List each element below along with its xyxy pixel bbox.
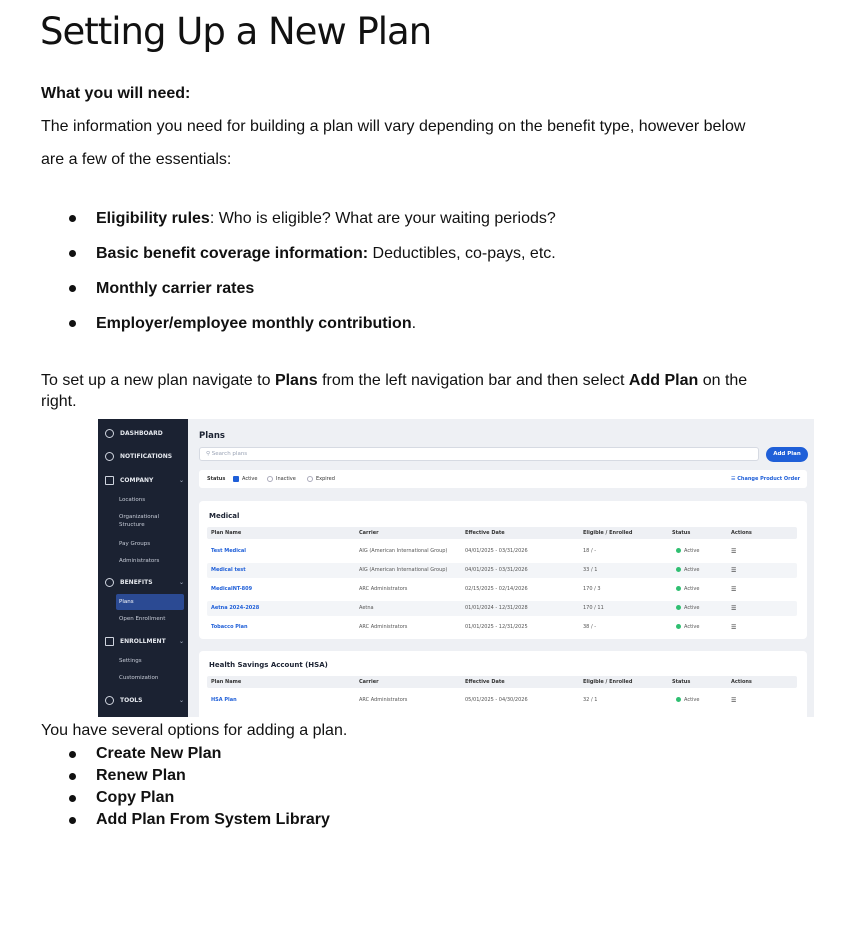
carrier-cell: AIG (American International Group) (359, 567, 448, 573)
filter-active-checkbox[interactable]: Active (233, 476, 257, 482)
column-header: Status (672, 530, 691, 536)
section-heading: What you will need: (41, 85, 191, 102)
eligible-cell: 32 / 1 (583, 697, 598, 703)
table-row[interactable] (207, 563, 797, 578)
chevron-down-icon: ⌄ (179, 476, 185, 484)
sidebar-item-benefits[interactable]: BENEFITS ⌄ (105, 575, 185, 589)
filter-expired-checkbox[interactable]: Expired (307, 476, 335, 482)
plans-heading: Plans (199, 431, 225, 441)
column-header: Effective Date (465, 530, 505, 536)
card-title: Health Savings Account (HSA) (209, 661, 328, 669)
column-header: Status (672, 679, 691, 685)
bullet-icon (69, 817, 76, 824)
sidebar-item-dashboard[interactable]: DASHBOARD (105, 426, 163, 440)
status-badge: Active (676, 563, 699, 578)
plan-name-link[interactable]: Medical test (211, 567, 246, 573)
sidebar-item-customization[interactable]: Customization (119, 675, 159, 681)
table-row[interactable] (207, 544, 797, 559)
bullet-icon (69, 773, 76, 780)
checkbox-icon (267, 476, 273, 482)
status-filter-label: Status (207, 476, 226, 482)
card-title: Medical (209, 512, 240, 520)
carrier-cell: AIG (American International Group) (359, 548, 448, 554)
table-row[interactable] (207, 601, 797, 616)
status-badge: Active (676, 620, 699, 635)
chevron-down-icon: ⌄ (179, 696, 185, 704)
plan-name-link[interactable]: Test Medical (211, 548, 246, 554)
column-header: Eligible / Enrolled (583, 530, 633, 536)
dashboard-icon (105, 429, 114, 438)
carrier-cell: ARC Administrators (359, 697, 408, 703)
plans-main (188, 419, 814, 717)
bullet-icon (69, 751, 76, 758)
status-badge: Active (676, 544, 699, 559)
eligible-cell: 33 / 1 (583, 567, 598, 573)
list-item: Copy Plan (41, 787, 330, 809)
wrench-icon (105, 696, 114, 705)
medical-card (199, 501, 807, 639)
table-row[interactable] (207, 582, 797, 597)
status-badge: Active (676, 601, 699, 616)
sliders-icon: ☰ (731, 476, 738, 482)
column-header: Actions (731, 679, 752, 685)
carrier-cell: ARC Administrators (359, 624, 408, 630)
eligible-cell: 38 / - (583, 624, 597, 630)
plan-name-link[interactable]: MedicalNT-809 (211, 586, 253, 592)
table-header (207, 676, 797, 688)
date-cell: 02/15/2025 - 02/14/2026 (465, 586, 528, 592)
bullet-icon (69, 320, 76, 327)
intro-paragraph: The information you need for building a plan will vary depending on the benefit type, however below are a few of the essentials: (41, 118, 746, 168)
eligible-cell: 170 / 3 (583, 586, 601, 592)
list-item: Create New Plan (41, 743, 330, 765)
column-header: Carrier (359, 530, 379, 536)
plan-name-link[interactable]: Aetna 2024-2028 (211, 605, 260, 611)
status-badge: Active (676, 693, 699, 708)
sidebar (98, 419, 188, 717)
column-header: Eligible / Enrolled (583, 679, 633, 685)
date-cell: 01/01/2024 - 12/31/2028 (465, 605, 528, 611)
column-header: Plan Name (211, 530, 242, 536)
add-plan-button[interactable]: Add Plan (766, 447, 808, 462)
eligible-cell: 18 / - (583, 548, 597, 554)
bullet-icon (69, 250, 76, 257)
navigate-paragraph: To set up a new plan navigate to Plans from the left navigation bar and then select Add Plan on the right. (41, 372, 748, 410)
status-badge: Active (676, 582, 699, 597)
bullet-icon (69, 285, 76, 292)
sidebar-item-administrators[interactable]: Administrators (119, 558, 160, 564)
date-cell: 04/01/2025 - 03/31/2026 (465, 548, 528, 554)
carrier-cell: ARC Administrators (359, 586, 408, 592)
table-header (207, 527, 797, 539)
plans-screenshot (98, 419, 814, 717)
chevron-down-icon: ⌄ (179, 578, 185, 586)
plan-name-link[interactable]: Tobacco Plan (211, 624, 248, 630)
bullet-icon (69, 795, 76, 802)
status-filter-bar (199, 470, 807, 488)
date-cell: 04/01/2025 - 03/31/2026 (465, 567, 528, 573)
search-icon: ⚲ (206, 451, 212, 457)
essentials-list (41, 201, 556, 341)
sidebar-item-plans[interactable]: Plans (119, 599, 134, 605)
heart-icon (105, 578, 114, 587)
column-header: Plan Name (211, 679, 242, 685)
date-cell: 01/01/2025 - 12/31/2025 (465, 624, 528, 630)
checkbox-icon (307, 476, 313, 482)
checkbox-checked-icon (233, 476, 239, 482)
page-title: Setting Up a New Plan (40, 10, 432, 53)
sidebar-item-pay-groups[interactable]: Pay Groups (119, 541, 151, 547)
search-input[interactable]: ⚲ Search plans (199, 447, 759, 461)
eligible-cell: 170 / 11 (583, 605, 604, 611)
hsa-card (199, 651, 807, 717)
options-intro: You have several options for adding a plan. (41, 722, 348, 739)
options-list (41, 743, 330, 831)
list-item: Monthly carrier rates (41, 271, 556, 306)
sidebar-item-settings[interactable]: Settings (119, 658, 142, 664)
sidebar-item-locations[interactable]: Locations (119, 497, 146, 503)
change-product-order-link[interactable]: ☰ Change Product Order (731, 476, 801, 482)
chevron-down-icon: ⌄ (179, 637, 185, 645)
actions-menu-icon[interactable]: ☰ (731, 548, 737, 555)
sidebar-item-company[interactable]: COMPANY ⌄ (105, 473, 185, 487)
filter-inactive-checkbox[interactable]: Inactive (267, 476, 296, 482)
table-row[interactable] (207, 693, 797, 708)
bullet-icon (69, 215, 76, 222)
sidebar-item-open-enrollment[interactable]: Open Enrollment (119, 616, 166, 622)
list-item: Eligibility rules: Who is eligible? What are your waiting periods? (41, 201, 556, 236)
actions-menu-icon[interactable]: ☰ (731, 605, 737, 612)
table-row[interactable] (207, 620, 797, 635)
clipboard-icon (105, 637, 114, 646)
date-cell: 05/01/2025 - 04/30/2026 (465, 697, 528, 703)
actions-menu-icon[interactable]: ☰ (731, 567, 737, 574)
sidebar-item-enrollment[interactable]: ENROLLMENT ⌄ (105, 634, 185, 648)
list-item: Basic benefit coverage information: Deductibles, co-pays, etc. (41, 236, 556, 271)
list-item: Employer/employee monthly contribution. (41, 306, 556, 341)
column-header: Carrier (359, 679, 379, 685)
actions-menu-icon[interactable]: ☰ (731, 697, 737, 704)
plan-name-link[interactable]: HSA Plan (211, 697, 237, 703)
building-icon (105, 476, 114, 485)
list-item: Renew Plan (41, 765, 330, 787)
carrier-cell: Aetna (359, 605, 374, 611)
sidebar-item-org-structure[interactable]: Organizational Structure (119, 514, 160, 528)
sidebar-item-tools[interactable]: TOOLS ⌄ (105, 693, 185, 707)
sidebar-item-notifications[interactable]: NOTIFICATIONS (105, 449, 172, 463)
column-header: Effective Date (465, 679, 505, 685)
column-header: Actions (731, 530, 752, 536)
bell-icon (105, 452, 114, 461)
actions-menu-icon[interactable]: ☰ (731, 586, 737, 593)
list-item: Add Plan From System Library (41, 809, 330, 831)
actions-menu-icon[interactable]: ☰ (731, 624, 737, 631)
